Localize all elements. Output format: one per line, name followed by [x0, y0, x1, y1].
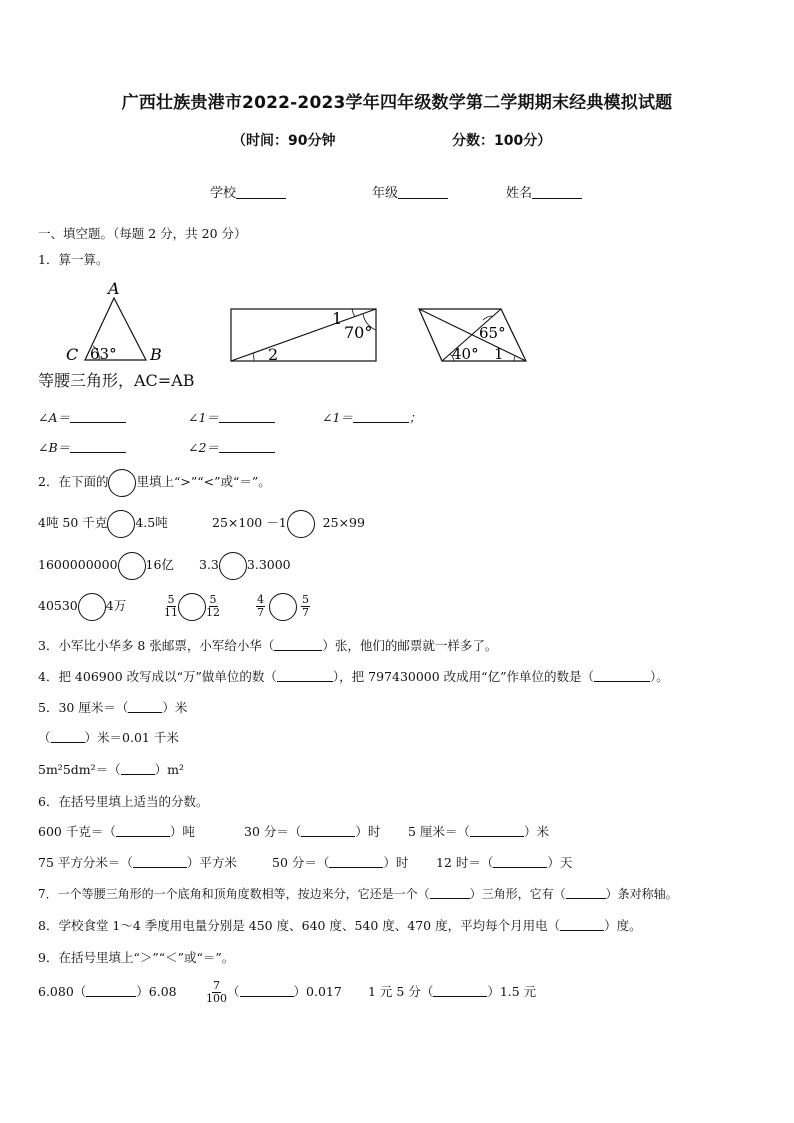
- angle-1-label-para: 1: [494, 345, 504, 363]
- answer-blank[interactable]: [51, 729, 85, 743]
- answer-blank[interactable]: [116, 823, 170, 837]
- answer-blank[interactable]: [353, 409, 409, 423]
- grade-label: 年级: [372, 186, 399, 201]
- answer-blank[interactable]: [219, 439, 275, 453]
- q2-row2-b: 3.3 3.3000: [199, 550, 291, 580]
- name-field: [506, 182, 582, 201]
- answer-blank[interactable]: [240, 983, 294, 997]
- q2-row2-a: 1600000000 16亿: [38, 550, 174, 580]
- answer-circle[interactable]: [78, 593, 106, 621]
- angle-1-label: 1: [332, 309, 343, 328]
- answer-blank[interactable]: [70, 409, 126, 423]
- q6-row1-b: 30 分＝（ ）时: [244, 824, 381, 839]
- answer-blank[interactable]: [274, 637, 322, 651]
- q6-row1-c: 5 厘米＝（ ）米: [408, 824, 549, 839]
- fraction: $\frac{4}{7}$: [257, 593, 264, 619]
- answer-circle[interactable]: [118, 552, 146, 580]
- angle-65-label: 65°: [479, 324, 506, 342]
- q2-row1-a: 4吨 50 千克 4.5吨: [38, 508, 168, 538]
- grade-field: [372, 182, 448, 201]
- fraction: $\frac{5}{11}$: [164, 593, 178, 619]
- answer-circle[interactable]: [287, 510, 315, 538]
- q5-c: 5m²5dm²＝（ ）m²: [38, 762, 185, 777]
- name-blank[interactable]: [532, 184, 582, 199]
- grade-blank[interactable]: [398, 184, 448, 199]
- q2-prompt: 2．在下面的 里填上“>”“<”或“＝”。: [38, 467, 271, 497]
- vertex-c-label: C: [66, 345, 79, 364]
- q6-row2-b: 50 分＝（ ）时: [272, 855, 409, 870]
- q6-row2-a: 75 平方分米＝（ ）平方米: [38, 855, 237, 870]
- q9-prompt: 9．在括号里填上“＞”“＜”或“＝”。: [38, 950, 235, 965]
- q5-a: 5．30 厘米＝（ ）米: [38, 700, 188, 715]
- q5-b: （ ）米＝0.01 千米: [38, 730, 179, 745]
- angle-2-arc: [253, 353, 254, 361]
- school-field: [210, 182, 286, 201]
- answer-blank[interactable]: [329, 854, 383, 868]
- vertex-b-label: B: [150, 345, 162, 364]
- fraction: $\frac{5}{12}$: [206, 593, 220, 619]
- angle-2-label: 2: [268, 345, 279, 364]
- answer-blank[interactable]: [594, 668, 650, 682]
- name-label: 姓名: [506, 186, 533, 201]
- angle-70-label: 70°: [344, 323, 373, 342]
- answer-blank[interactable]: [70, 439, 126, 453]
- q8: 8．学校食堂 1～4 季度用电量分别是 450 度、640 度、540 度、470 度，平均每个月用电（ ）度。: [38, 918, 642, 933]
- exam-time: （时间：90分钟: [232, 133, 336, 149]
- page-title: 广西壮族贵港市2022-2023学年四年级数学第二学期期末经典模拟试题: [121, 93, 673, 113]
- answer-blank[interactable]: [430, 885, 470, 899]
- rectangle-figure: [228, 306, 380, 366]
- q1-prompt: 1．算一算。: [38, 252, 109, 267]
- q4: 4．把 406900 改写成以“万”做单位的数（ ），把 797430000 改成用“亿”作单位的数是（ ）。: [38, 669, 669, 684]
- answer-blank[interactable]: [560, 917, 604, 931]
- answer-blank[interactable]: [301, 823, 355, 837]
- answer-circle[interactable]: [107, 510, 135, 538]
- q7: 7．一个等腰三角形的一个底角和顶角度数相等，按边来分，它还是一个（ ）三角形，它有（ ）条对称轴。: [38, 887, 678, 901]
- answer-blank[interactable]: [493, 854, 547, 868]
- parallelogram-figure: [414, 306, 532, 366]
- section-heading: 一、填空题。（每题 2 分，共 20 分）: [38, 226, 247, 241]
- answer-blank[interactable]: [470, 823, 524, 837]
- angle-1-arc-para: [514, 356, 515, 361]
- answer-circle[interactable]: [219, 552, 247, 580]
- exam-score: 分数：100分）: [452, 133, 552, 149]
- q2-row3-a: 40530 4万: [38, 591, 126, 621]
- answer-blank[interactable]: [128, 699, 162, 713]
- q1-row2-col2: ∠2＝: [188, 438, 275, 456]
- q1-row2-col1: ∠B＝: [38, 438, 126, 456]
- answer-blank[interactable]: [219, 409, 275, 423]
- angle-40-label: 40°: [452, 345, 479, 363]
- angle-1-arc: [352, 309, 355, 317]
- sample-circle: [108, 469, 136, 497]
- angle-c-value: 63°: [90, 345, 117, 363]
- fraction: $\frac{5}{7}$: [302, 593, 309, 619]
- q6-row1-a: 600 千克＝（ ）吨: [38, 824, 195, 839]
- answer-blank[interactable]: [121, 761, 155, 775]
- school-label: 学校: [210, 186, 237, 201]
- school-blank[interactable]: [236, 184, 286, 199]
- answer-blank[interactable]: [433, 983, 487, 997]
- answer-circle[interactable]: [178, 593, 206, 621]
- triangle-figure: [60, 280, 175, 366]
- q9-b: $\frac{7}{100}$ （ ）0.017: [206, 979, 342, 1005]
- q6-prompt: 6．在括号里填上适当的分数。: [38, 794, 209, 809]
- q3: 3．小军比小华多 8 张邮票，小军给小华（ ）张，他们的邮票就一样多了。: [38, 638, 498, 653]
- q1-row1-col2: ∠1＝: [188, 408, 275, 426]
- q2-row3-b: [164, 591, 220, 621]
- q9-c: 1 元 5 分（ ）1.5 元: [368, 984, 537, 999]
- q9-a: 6.080（ ）6.08: [38, 984, 177, 999]
- answer-blank[interactable]: [277, 668, 333, 682]
- vertex-a-label: A: [108, 280, 120, 298]
- q1-row1-col3: ∠1＝ ；: [322, 410, 422, 425]
- answer-blank[interactable]: [566, 885, 606, 899]
- q1-row1-col1: ∠A＝: [38, 408, 126, 426]
- q6-row2-c: 12 时＝（ ）天: [436, 855, 573, 870]
- q2-row3-c: [256, 591, 310, 621]
- answer-blank[interactable]: [133, 854, 187, 868]
- answer-blank[interactable]: [86, 983, 136, 997]
- triangle-caption: 等腰三角形，AC=AB: [38, 371, 195, 390]
- q2-row1-b: 25×100 －1 25×99: [212, 508, 365, 538]
- fraction: $\frac{7}{100}$: [206, 979, 227, 1005]
- answer-circle[interactable]: [269, 593, 297, 621]
